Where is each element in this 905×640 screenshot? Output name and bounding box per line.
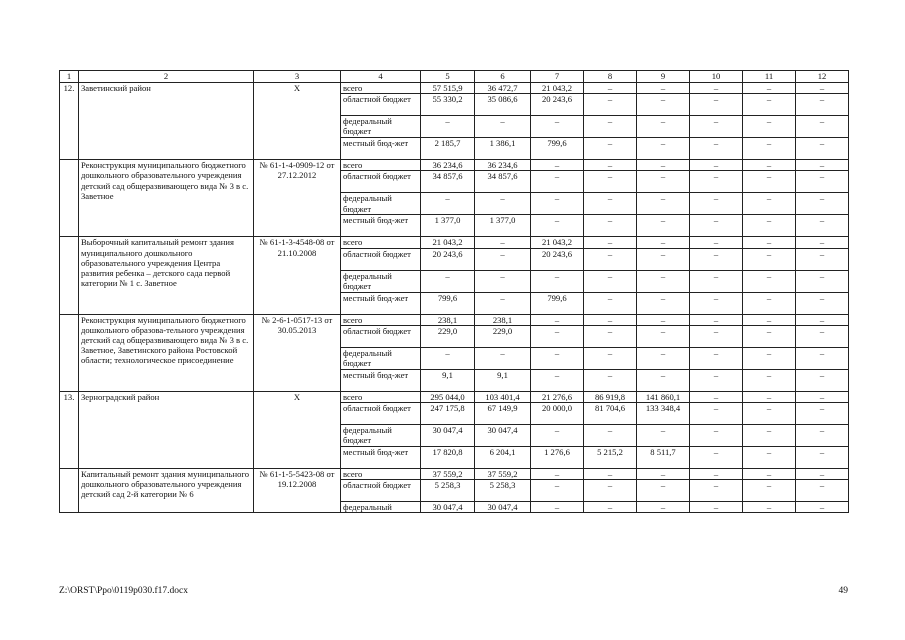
amount-cell: – [475,347,531,369]
amount-cell: – [743,94,796,116]
amount-cell: 295 044,0 [421,391,475,402]
amount-cell: 799,6 [531,138,584,160]
amount-cell: 9,1 [421,369,475,391]
amount-cell: – [690,171,743,193]
amount-cell: – [475,248,531,270]
amount-cell: – [531,160,584,171]
amount-cell: – [796,215,849,237]
row-number-cell [60,160,79,237]
amount-cell: 799,6 [531,292,584,314]
funding-source-cell: федеральный бюджет [341,425,421,447]
amount-cell: 238,1 [475,314,531,325]
amount-cell: – [584,94,637,116]
amount-cell: – [584,116,637,138]
amount-cell: – [690,237,743,248]
amount-cell: 1 377,0 [421,215,475,237]
amount-cell: – [690,369,743,391]
amount-cell: – [637,292,690,314]
amount-cell: – [743,369,796,391]
amount-cell: – [584,83,637,94]
amount-cell: – [584,237,637,248]
funding-source-cell: местный бюд-жет [341,369,421,391]
amount-cell: – [743,215,796,237]
amount-cell: 1 276,6 [531,447,584,469]
table-header-row [60,71,849,83]
amount-cell: 1 386,1 [475,138,531,160]
amount-cell: – [584,314,637,325]
amount-cell: – [796,237,849,248]
amount-cell: – [637,83,690,94]
amount-cell: – [584,248,637,270]
amount-cell: 103 401,4 [475,391,531,402]
amount-cell: – [743,425,796,447]
amount-cell: – [690,248,743,270]
amount-cell: – [531,480,584,502]
column-number-header: 10 [690,71,743,83]
amount-cell: – [584,292,637,314]
amount-cell: – [743,447,796,469]
document-cell: Х [254,391,341,468]
object-name-cell: Заветинский район [79,83,254,160]
amount-cell: – [796,425,849,447]
amount-cell: 141 860,1 [637,391,690,402]
amount-cell: 30 047,4 [475,502,531,513]
amount-cell: 20 243,6 [531,94,584,116]
amount-cell: – [796,325,849,347]
file-path-footer: Z:\ORST\Ppo\0119p030.f17.docx [59,586,188,596]
amount-cell: – [690,403,743,425]
amount-cell: – [690,391,743,402]
amount-cell: – [637,480,690,502]
amount-cell: – [690,469,743,480]
column-number-header: 2 [79,71,254,83]
amount-cell: – [584,480,637,502]
amount-cell: – [796,502,849,513]
funding-source-cell: всего [341,391,421,402]
amount-cell: – [743,83,796,94]
amount-cell: 247 175,8 [421,403,475,425]
table-row [60,237,849,248]
amount-cell: 30 047,4 [421,425,475,447]
column-number-header: 1 [60,71,79,83]
funding-source-cell: всего [341,160,421,171]
amount-cell: 21 276,6 [531,391,584,402]
column-number-header: 3 [254,71,341,83]
amount-cell: – [475,116,531,138]
amount-cell: 55 330,2 [421,94,475,116]
amount-cell: – [796,138,849,160]
amount-cell: 20 243,6 [421,248,475,270]
amount-cell: 229,0 [421,325,475,347]
amount-cell: – [743,248,796,270]
amount-cell: 2 185,7 [421,138,475,160]
amount-cell: – [796,391,849,402]
amount-cell: – [796,193,849,215]
amount-cell: – [743,480,796,502]
amount-cell: – [796,94,849,116]
amount-cell: – [421,347,475,369]
object-name-cell: Выборочный капитальный ремонт здания муниципального дошкольного образовательного учреждения Центра развития ребенка – детского сада первой категории № 1 с. Заветное [79,237,254,314]
amount-cell: – [690,292,743,314]
amount-cell: – [743,502,796,513]
amount-cell: 35 086,6 [475,94,531,116]
amount-cell: 36 472,7 [475,83,531,94]
amount-cell: – [531,270,584,292]
amount-cell: – [796,469,849,480]
amount-cell: 37 559,2 [421,469,475,480]
amount-cell: – [637,193,690,215]
amount-cell: – [475,292,531,314]
amount-cell: – [531,215,584,237]
amount-cell: – [475,270,531,292]
funding-source-cell: местный бюд-жет [341,138,421,160]
row-number-cell: 13. [60,391,79,468]
table-row [60,314,849,325]
amount-cell: – [584,160,637,171]
amount-cell: – [690,425,743,447]
column-number-header: 4 [341,71,421,83]
row-number-cell: 12. [60,83,79,160]
amount-cell: – [531,171,584,193]
amount-cell: – [584,171,637,193]
amount-cell: 21 043,2 [531,237,584,248]
document-cell: № 61-1-4-0909-12 от 27.12.2012 [254,160,341,237]
amount-cell: 5 258,3 [421,480,475,502]
amount-cell: – [743,325,796,347]
amount-cell: – [637,369,690,391]
amount-cell: – [796,369,849,391]
amount-cell: – [796,403,849,425]
table-row [60,83,849,94]
funding-source-cell: всего [341,469,421,480]
amount-cell: – [690,347,743,369]
funding-source-cell: федеральный бюджет [341,193,421,215]
amount-cell: – [531,469,584,480]
funding-source-cell: областной бюджет [341,480,421,502]
amount-cell: – [584,347,637,369]
amount-cell: – [531,116,584,138]
amount-cell: – [690,480,743,502]
funding-source-cell: местный бюд-жет [341,447,421,469]
amount-cell: – [796,480,849,502]
object-name-cell: Зерноградский район [79,391,254,468]
amount-cell: – [531,325,584,347]
amount-cell: – [743,138,796,160]
amount-cell: – [796,314,849,325]
amount-cell: – [743,237,796,248]
amount-cell: – [637,347,690,369]
amount-cell: – [584,425,637,447]
column-number-header: 6 [475,71,531,83]
row-number-cell [60,469,79,513]
amount-cell: – [531,502,584,513]
amount-cell: – [475,237,531,248]
table-row [60,469,849,480]
amount-cell: 238,1 [421,314,475,325]
amount-cell: – [584,325,637,347]
amount-cell: – [690,502,743,513]
amount-cell: 36 234,6 [475,160,531,171]
financing-table [59,70,849,513]
amount-cell: – [475,193,531,215]
object-name-cell: Реконструкция муниципального бюджетного дошкольного образова-тельного учреждения детский сад общеразвивающего вида № 3 в с. Заветное, Заветинского района Ростовской области; технологическое присоединение [79,314,254,391]
amount-cell: – [584,193,637,215]
amount-cell: 34 857,6 [421,171,475,193]
amount-cell: – [531,314,584,325]
amount-cell: – [637,502,690,513]
amount-cell: – [743,116,796,138]
document-cell: № 61-1-5-5423-08 от 19.12.2008 [254,469,341,513]
table-row [60,391,849,402]
amount-cell: – [743,160,796,171]
funding-source-cell: всего [341,237,421,248]
funding-source-cell: областной бюджет [341,325,421,347]
funding-source-cell: федеральный [341,502,421,513]
amount-cell: 20 000,0 [531,403,584,425]
amount-cell: – [743,391,796,402]
amount-cell: – [637,116,690,138]
amount-cell: 20 243,6 [531,248,584,270]
amount-cell: 67 149,9 [475,403,531,425]
object-name-cell: Капитальный ремонт здания муниципального дошкольного образовательного учреждения детский сад 2-й категории № 6 [79,469,254,513]
row-number-cell [60,237,79,314]
page-number: 49 [838,586,848,596]
amount-cell: 21 043,2 [421,237,475,248]
amount-cell: – [690,83,743,94]
amount-cell: – [421,270,475,292]
amount-cell: – [637,138,690,160]
amount-cell: – [531,369,584,391]
column-number-header: 8 [584,71,637,83]
amount-cell: – [584,502,637,513]
amount-cell: – [796,116,849,138]
table-row [60,160,849,171]
amount-cell: 36 234,6 [421,160,475,171]
funding-source-cell: федеральный бюджет [341,116,421,138]
amount-cell: – [743,193,796,215]
amount-cell: – [637,314,690,325]
column-number-header: 7 [531,71,584,83]
amount-cell: 37 559,2 [475,469,531,480]
document-cell: № 2-6-1-0517-13 от 30.05.2013 [254,314,341,391]
amount-cell: 799,6 [421,292,475,314]
amount-cell: – [743,270,796,292]
amount-cell: 57 515,9 [421,83,475,94]
amount-cell: – [796,248,849,270]
amount-cell: – [743,314,796,325]
amount-cell: – [690,270,743,292]
amount-cell: – [421,116,475,138]
amount-cell: – [796,160,849,171]
amount-cell: – [743,469,796,480]
funding-source-cell: областной бюджет [341,171,421,193]
amount-cell: – [690,215,743,237]
amount-cell: 30 047,4 [475,425,531,447]
amount-cell: – [690,116,743,138]
amount-cell: 5 258,3 [475,480,531,502]
funding-source-cell: областной бюджет [341,403,421,425]
amount-cell: 9,1 [475,369,531,391]
amount-cell: – [637,325,690,347]
funding-source-cell: местный бюд-жет [341,215,421,237]
funding-source-cell: всего [341,314,421,325]
object-name-cell: Реконструкция муниципального бюджетного дошкольного образовательного учреждения детский сад общеразвивающего вида № 3 в с. Заветное [79,160,254,237]
amount-cell: – [690,314,743,325]
amount-cell: – [690,325,743,347]
amount-cell: – [743,171,796,193]
amount-cell: – [531,193,584,215]
amount-cell: – [690,160,743,171]
funding-source-cell: областной бюджет [341,94,421,116]
amount-cell: – [637,171,690,193]
amount-cell: 86 919,8 [584,391,637,402]
column-number-header: 5 [421,71,475,83]
funding-source-cell: областной бюджет [341,248,421,270]
amount-cell: – [796,347,849,369]
amount-cell: – [584,369,637,391]
amount-cell: – [637,237,690,248]
funding-source-cell: местный бюд-жет [341,292,421,314]
funding-source-cell: всего [341,83,421,94]
amount-cell: 5 215,2 [584,447,637,469]
amount-cell: 133 348,4 [637,403,690,425]
amount-cell: – [584,469,637,480]
amount-cell: – [690,138,743,160]
amount-cell: 8 511,7 [637,447,690,469]
amount-cell: – [796,270,849,292]
amount-cell: – [637,270,690,292]
amount-cell: – [796,292,849,314]
amount-cell: 34 857,6 [475,171,531,193]
amount-cell: – [796,83,849,94]
amount-cell: – [690,94,743,116]
amount-cell: – [637,94,690,116]
amount-cell: – [690,447,743,469]
amount-cell: – [584,270,637,292]
amount-cell: – [584,215,637,237]
amount-cell: – [531,425,584,447]
row-number-cell [60,314,79,391]
amount-cell: – [796,447,849,469]
amount-cell: – [531,347,584,369]
amount-cell: – [637,160,690,171]
amount-cell: – [637,469,690,480]
amount-cell: – [637,248,690,270]
amount-cell: – [421,193,475,215]
amount-cell: – [796,171,849,193]
amount-cell: – [743,403,796,425]
funding-source-cell: федеральный бюджет [341,347,421,369]
column-number-header: 12 [796,71,849,83]
column-number-header: 9 [637,71,690,83]
amount-cell: – [743,292,796,314]
amount-cell: – [743,347,796,369]
amount-cell: – [637,425,690,447]
amount-cell: 6 204,1 [475,447,531,469]
amount-cell: 21 043,2 [531,83,584,94]
document-cell: Х [254,83,341,160]
column-number-header: 11 [743,71,796,83]
amount-cell: – [690,193,743,215]
amount-cell: – [637,215,690,237]
amount-cell: 1 377,0 [475,215,531,237]
amount-cell: 229,0 [475,325,531,347]
document-cell: № 61-1-3-4548-08 от 21.10.2008 [254,237,341,314]
amount-cell: 81 704,6 [584,403,637,425]
amount-cell: 17 820,8 [421,447,475,469]
amount-cell: 30 047,4 [421,502,475,513]
funding-source-cell: федеральный бюджет [341,270,421,292]
amount-cell: – [584,138,637,160]
